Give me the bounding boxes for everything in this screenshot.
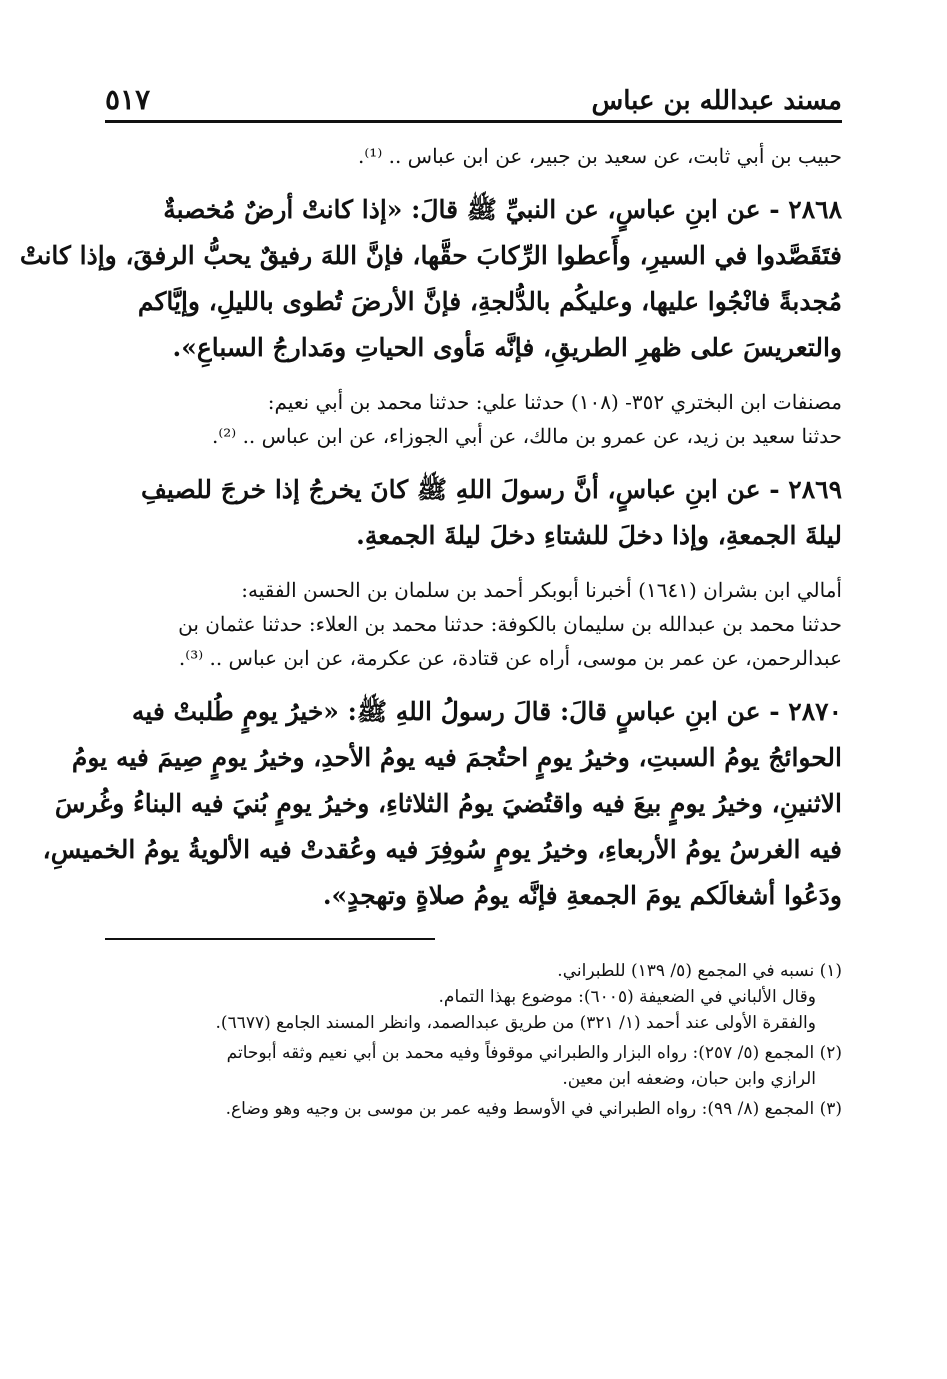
header-title: مسند عبدالله بن عباس	[591, 86, 842, 116]
footnote-3	[105, 1096, 842, 1122]
text-line: مصنفات ابن البختري ٣٥٢- (١٠٨) حدثنا علي: حدثنا محمد بن أبي نعيم:	[267, 390, 842, 414]
footnotes	[105, 958, 842, 1122]
isnad-continuation	[105, 140, 842, 174]
hadith-2868	[19, 188, 842, 372]
text-line: فيه الغرسُ يومُ الأربعاءِ، وخيرُ يومٍ سُوفِرَ فيه وعُقدتْ فيه الألويةُ يومُ الخميسِ،	[42, 835, 842, 864]
hadith-2870	[42, 690, 842, 920]
source-2869	[105, 574, 842, 676]
text-line: ٢٨٧٠ - عن ابنِ عباسٍ قالَ: قالَ رسولُ اللهِ ﷺ: «خيرُ يومٍ طُلبتْ فيه	[131, 697, 842, 726]
text-line: مُجدبةً فانْجُوا عليها، وعليكُم بالدُّلجةِ، فإنَّ الأرضَ تُطوى بالليلِ، وإيَّاكم	[137, 287, 842, 316]
footnote-line: والفقرة الأولى عند أحمد (١/ ٣٢١) من طريق عبدالصمد، وانظر المسند الجامع (٦٦٧٧).	[215, 1013, 816, 1033]
page-number: ٥١٧	[105, 83, 151, 116]
text-line: فتَقَصَّدوا في السيرِ، وأَعطوا الرِّكابَ حقَّها، فإنَّ اللهَ رفيقٌ يحبُّ الرفقَ، وإذا كانتْ	[19, 241, 842, 270]
footnote-divider	[105, 938, 435, 940]
hadith-2869	[105, 468, 842, 560]
text-line: ٢٨٦٩ - عن ابنِ عباسٍ، أنَّ رسولَ اللهِ ﷺ كانَ يخرجُ إذا خرجَ للصيفِ	[141, 475, 842, 504]
text-line: حبيب بن أبي ثابت، عن سعيد بن جبير، عن ابن عباس .. ⁽¹⁾.	[358, 144, 842, 168]
footnote-line: (٣) المجمع (٨/ ٩٩): رواه الطبراني في الأوسط وفيه عمر بن موسى بن وجيه وهو وضاع.	[225, 1099, 842, 1119]
running-header	[105, 78, 842, 123]
footnote-line: الرازي وابن حبان، وضعفه ابن معين.	[562, 1069, 816, 1089]
text-line: ليلةَ الجمعةِ، وإذا دخلَ للشتاءِ دخلَ ليلةَ الجمعةِ.	[356, 521, 842, 550]
footnote-line: (٢) المجمع (٥/ ٢٥٧): رواه البزار والطبراني موقوفاً وفيه محمد بن أبي نعيم وثقه أبوحاتم	[226, 1043, 842, 1063]
text-line: الحوائجُ يومُ السبتِ، وخيرُ يومٍ احتُجمَ فيه يومُ الأحدِ، وخيرُ يومٍ صِيمَ فيه يومُ	[71, 743, 842, 772]
text-line: حدثنا سعيد بن زيد، عن عمرو بن مالك، عن أبي الجوزاء، عن ابن عباس .. ⁽²⁾.	[211, 424, 842, 448]
text-line: أمالي ابن بشران (١٦٤١) أخبرنا أبوبكر أحمد بن سلمان بن الحسن الفقيه:	[241, 578, 842, 602]
text-line: ودَعُوا أشغالَكم يومَ الجمعةِ فإنَّه يومُ صلاةٍ وتهجدٍ».	[322, 881, 842, 910]
text-line: ٢٨٦٨ - عن ابنِ عباسٍ، عن النبيِّ ﷺ قالَ: «إذا كانتْ أرضٌ مُخصبةٌ	[163, 195, 842, 224]
footnote-1	[105, 958, 842, 1036]
text-line: والتعريسَ على ظهرِ الطريقِ، فإنَّه مَأوى الحياتِ ومَدارجُ السباعِ».	[172, 333, 842, 362]
source-2868	[105, 386, 842, 454]
text-line: الاثنينِ، وخيرُ يومٍ بيعَ فيه واقتُضيَ يومُ الثلاثاءِ، وخيرُ يومٍ بُنيَ فيه البناءُ وغُرسَ	[54, 789, 842, 818]
footnote-line: (١) نسبه في المجمع (٥/ ١٣٩) للطبراني.	[557, 961, 842, 981]
text-line: حدثنا محمد بن عبدالله بن سليمان بالكوفة: حدثنا محمد بن العلاء: حدثنا عثمان بن	[178, 612, 842, 636]
text-line: عبدالرحمن، عن عمر بن موسى، أراه عن قتادة، عن عكرمة، عن ابن عباس .. ⁽³⁾.	[178, 646, 842, 670]
page-body	[19, 140, 842, 1126]
footnote-line: وقال الألباني في الضعيفة (٦٠٠٥): موضوع بهذا التمام.	[438, 987, 816, 1007]
footnote-2	[105, 1040, 842, 1092]
